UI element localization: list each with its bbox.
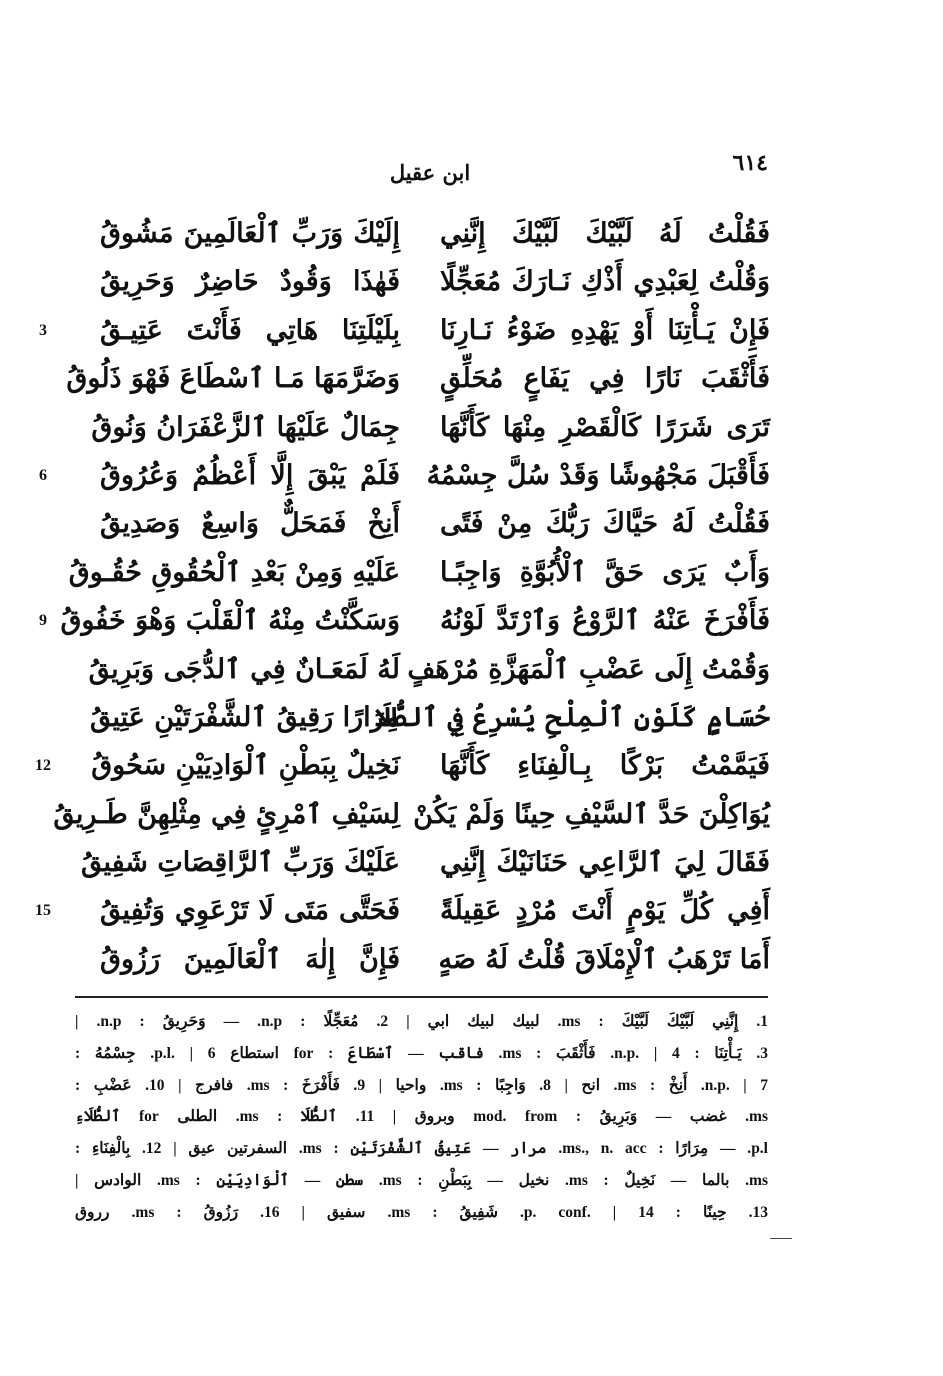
second-hemistich: بِلَيْلَتِنَا هَاتِي فَأَنْتَ عَتِيـقُ [100, 314, 400, 346]
verse-line [0, 502, 943, 550]
second-hemistich: لَهُ لَمَعَـانٌ فِي ٱلدُّجَى وَبَرِيقُ [88, 653, 400, 685]
second-hemistich: فَحَتَّى مَتَى لَا تَرْعَوِي وَتُفِيقُ [100, 895, 400, 927]
second-hemistich: وَسَكَّنْتُ مِنْهُ ٱلْقَلْبَ وَهْوَ خَفُوقُ [60, 605, 400, 637]
first-hemistich: فَقُلْتُ لَهُ حَيَّاكَ رَبُّكَ مِنْ فَتًى [440, 508, 770, 540]
first-hemistich: فَأَفْرَخَ عَنْهُ ٱلرَّوْعُ وَٱرْتَدَّ لَوْنُهُ [440, 605, 770, 637]
second-hemistich: عَلَيْهِ وَمِنْ بَعْدِ ٱلْحُقُوقِ حُقُـوقُ [68, 556, 400, 588]
first-hemistich: فَإِنْ يَـأْتِنَا أَوْ يَهْدِهِ ضَوْءُ نَـارِنَا [440, 314, 770, 346]
apparatus-line: 13. حِينًا : p. conf. | 14. شَفِيقُ : ms. سفيق | 16. رَزُوقُ : ms. رروق [75, 1203, 769, 1221]
running-head: ابن عقيل [389, 160, 471, 185]
first-hemistich: أَمَا تَرْهَبُ ٱلْإِمْلَاقَ قُلْتُ لَهُ صَهٍ [438, 943, 770, 975]
verse-number: 12 [35, 757, 51, 775]
verse-number: 9 [39, 612, 47, 630]
verse-line [0, 309, 943, 357]
second-hemistich: عَلَيْكَ وَرَبِّ ٱلرَّاقِصَاتِ شَفِيقُ [80, 847, 400, 879]
first-hemistich: وَأَبٌ يَرَى حَقَّ ٱلْأُبُوَّةِ وَاجِبًـا [440, 556, 770, 588]
first-hemistich: فَقُلْتُ لَهُ لَبَّيْكَ لَبَّيْكَ إِنَّنِي [440, 218, 770, 249]
second-hemistich: جِمَالٌ عَلَيْهَا ٱلزَّعْفَرَانُ وَنُوقُ [91, 411, 400, 443]
verse-number: 15 [35, 902, 51, 920]
verse-line [0, 406, 943, 454]
apparatus-line: ms. غضب — وَبَرِيقُ : mod. from وبروق | 11. ٱلطُّلَا : ms. الطلى for ٱلطُّلَاءِ [75, 1108, 768, 1126]
second-hemistich: فَلَمْ يَبْقَ إِلَّا أَعْظُمٌ وَعُرُوقُ [100, 459, 400, 491]
apparatus-line: 3. يَـأْتِنَا : n.p. | 4. فَأَثْقَبَ : ms. فاقب — ٱسْطَاعَ : for استطاع p.l. | 6. جِسْمُهُ : [75, 1044, 769, 1062]
verse-line [0, 454, 943, 502]
first-hemistich: فَأَثْقَبَ نَارًا فِي يَفَاعٍ مُحَلِّقٍ [440, 363, 770, 395]
verse-line [0, 599, 943, 647]
critical-apparatus [75, 1006, 768, 1229]
verse-line [0, 696, 943, 744]
verse-number: 3 [39, 321, 47, 339]
first-hemistich: فَقَالَ لِيَ ٱلرَّاعِي حَنَانَيْكَ إِنَّنِي [440, 847, 770, 879]
first-hemistich: وَقُمْتُ إِلَى عَضْبِ ٱلْمَهَزَّةِ مُرْهَفٍ [407, 653, 770, 685]
second-hemistich: لِسَيْفِ ٱمْرِئٍ فِي مِثْلِهِنَّ طَـرِيقُ [53, 798, 400, 830]
poem [0, 212, 943, 986]
second-hemistich: فَإِنَّ إِلٰهَ ٱلْعَالَمِينَ رَزُوقُ [100, 943, 400, 975]
first-hemistich: حُسَامٍ كَلَوْنِ ٱلْمِلْحِ يُسْرِعُ فِي ٱلطُّلَا [374, 701, 770, 733]
apparatus-line: n.p. | 7. أَنِخْ : ms. انح | 8. وَاجِبًا : ms. واحيا | 9. فَأَفْرَخَ : ms. فافرج | 10. عَضْبِ : [75, 1076, 768, 1094]
apparatus-line: ms. بالما — نَخِيلٌ : ms. نخيل — بِبَطْنِ : ms. سطن — ٱلْوَادِيَيْنِ : ms. الوادس | [75, 1171, 768, 1189]
verse-line [0, 551, 943, 599]
page-number: ٦١٤ [732, 150, 768, 176]
first-hemistich: أَفِي كُلِّ يَوْمٍ أَنْتَ مُرْدٍ عَقِيلَةً [440, 895, 770, 927]
verse-line [0, 841, 943, 889]
second-hemistich: وَضَرَّمَهَا مَـا ٱسْطَاعَ فَهْوَ ذَلُوقُ [66, 363, 400, 395]
apparatus-line: 1. إِنَّنِي لَبَّيْكَ لَبَّيْكَ : ms. لبيك لبيك ابي | 2. مُعَجِّلًا : n.p. — وَحَرِيقُ : n.p. | [75, 1013, 768, 1030]
verse-line [0, 744, 943, 792]
scan-mark [770, 1238, 792, 1239]
first-hemistich: يُوَاكِلْنَ حَدَّ ٱلسَّيْفِ حِينًا وَلَمْ يَكُنْ [413, 798, 770, 830]
first-hemistich: تَرَى شَرَرًا كَالْقَصْرِ مِنْهَا كَأَنَّهَا [440, 411, 770, 443]
apparatus-line: p.l. — مِرَارًا : ms., n. acc. مرار — عَتِيقُ ٱلشَّفْرَتَيْنِ : ms. السفرتين عيق | 12. بِالْفِنَاءِ : [75, 1140, 768, 1158]
second-hemistich: نَخِيلٌ بِبَطْنِ ٱلْوَادِيَيْنِ سَحُوقُ [91, 750, 400, 782]
first-hemistich: فَيَمَّمْتُ بَرْكًا بِـالْفِنَاءِ كَأَنَّهَا [440, 750, 770, 782]
verse-line [0, 212, 943, 260]
verse-line [0, 793, 943, 841]
first-hemistich: فَأَقْبَلَ مَجْهُوشًا وَقَدْ سُلَّ جِسْمُهُ [426, 459, 770, 491]
second-hemistich: فَهٰذَا وَقُودٌ حَاضِرٌ وَحَرِيقُ [100, 266, 400, 298]
second-hemistich: أَنِخْ فَمَحَلٌّ وَاسِعٌ وَصَدِيقُ [100, 508, 400, 540]
verse-line [0, 648, 943, 696]
verse-line [0, 889, 943, 937]
verse-line [0, 938, 943, 986]
footnote-divider [75, 996, 768, 998]
second-hemistich: إِلَيْكَ وَرَبِّ ٱلْعَالَمِينَ مَشُوقُ [100, 218, 400, 249]
second-hemistich: مِرَارًا رَقِيقُ ٱلشَّفْرَتَيْنِ عَتِيقُ [89, 701, 400, 733]
verse-number: 6 [39, 466, 47, 484]
verse-line [0, 357, 943, 405]
verse-line [0, 260, 943, 308]
first-hemistich: وَقُلْتُ لِعَبْدِي أَذْكِ نَـارَكَ مُعَجِّلًا [440, 266, 770, 298]
